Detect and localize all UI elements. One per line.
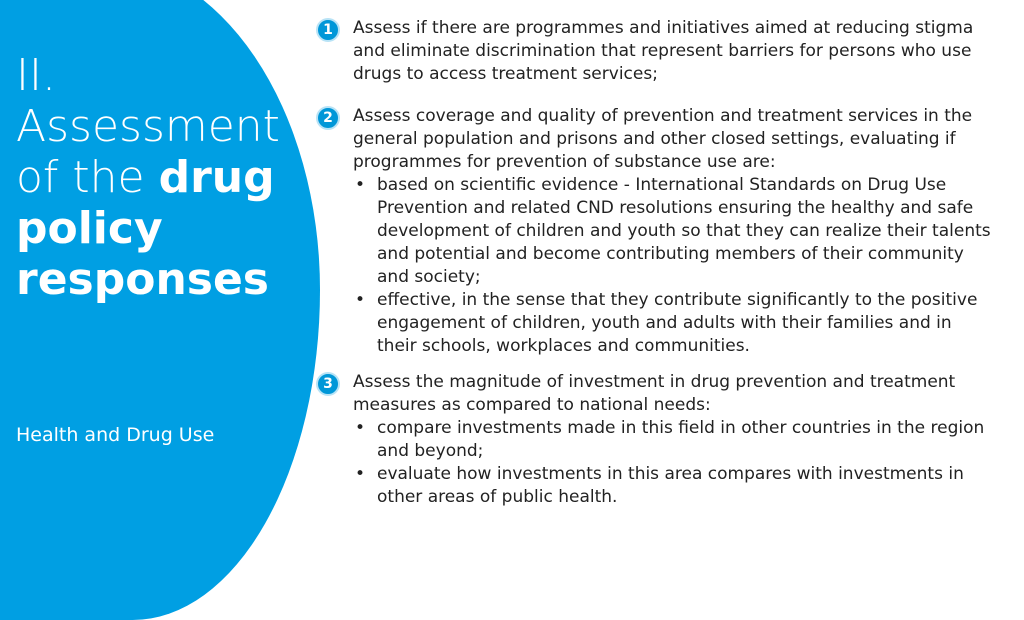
- section-3-text: Assess the magnitude of investment in drug prevention and treatment measures as compared to national needs:: [353, 372, 956, 415]
- number-badge-2: 2: [316, 106, 340, 130]
- number-badge-1: 1: [316, 18, 340, 42]
- title-bold-responses: responses: [16, 254, 269, 305]
- title-light-part: of the: [16, 152, 159, 203]
- section-2-text: Assess coverage and quality of prevention and treatment services in the general population and prisons and other closed settings, evaluating if programmes for prevention of substance use are:: [353, 106, 973, 172]
- number-badge-3: 3: [316, 372, 340, 396]
- subtitle: Health and Drug Use: [16, 424, 215, 446]
- section-2-body: [353, 105, 996, 358]
- title-line-2: [16, 152, 296, 203]
- list-item: • effective, in the sense that they contribute significantly to the positive engagement of children, youth and adults with their families and in their schools, workplaces and communities.: [353, 289, 996, 358]
- title-bold-policy: policy: [16, 203, 163, 254]
- list-item: • evaluate how investments in this area compares with investments in other areas of public health.: [353, 463, 996, 509]
- section-2: [316, 105, 996, 358]
- list-item: • based on scientific evidence - International Standards on Drug Use Prevention and related CND resolutions ensuring the healthy and safe development of children and youth so that they can realize their talents and potential and become contributing members of their community and society;: [353, 174, 996, 289]
- section-3-bullets: [353, 417, 996, 509]
- section-1: [316, 17, 996, 86]
- section-number: II.: [16, 50, 56, 101]
- list-item: • compare investments made in this field in other countries in the region and beyond;: [353, 417, 996, 463]
- section-2-bullets: [353, 174, 996, 358]
- title-line-4: [16, 254, 296, 305]
- section-title: [16, 101, 296, 305]
- section-3: [316, 371, 996, 509]
- title-line-1: Assessment: [16, 101, 280, 152]
- section-3-body: [353, 371, 996, 509]
- section-1-text: Assess if there are programmes and initiatives aimed at reducing stigma and eliminate discrimination that represent barriers for persons who use drugs to access treatment services;: [353, 18, 974, 84]
- title-line-3: [16, 203, 296, 254]
- section-heading: [16, 50, 296, 305]
- title-bold-part: drug: [158, 152, 275, 203]
